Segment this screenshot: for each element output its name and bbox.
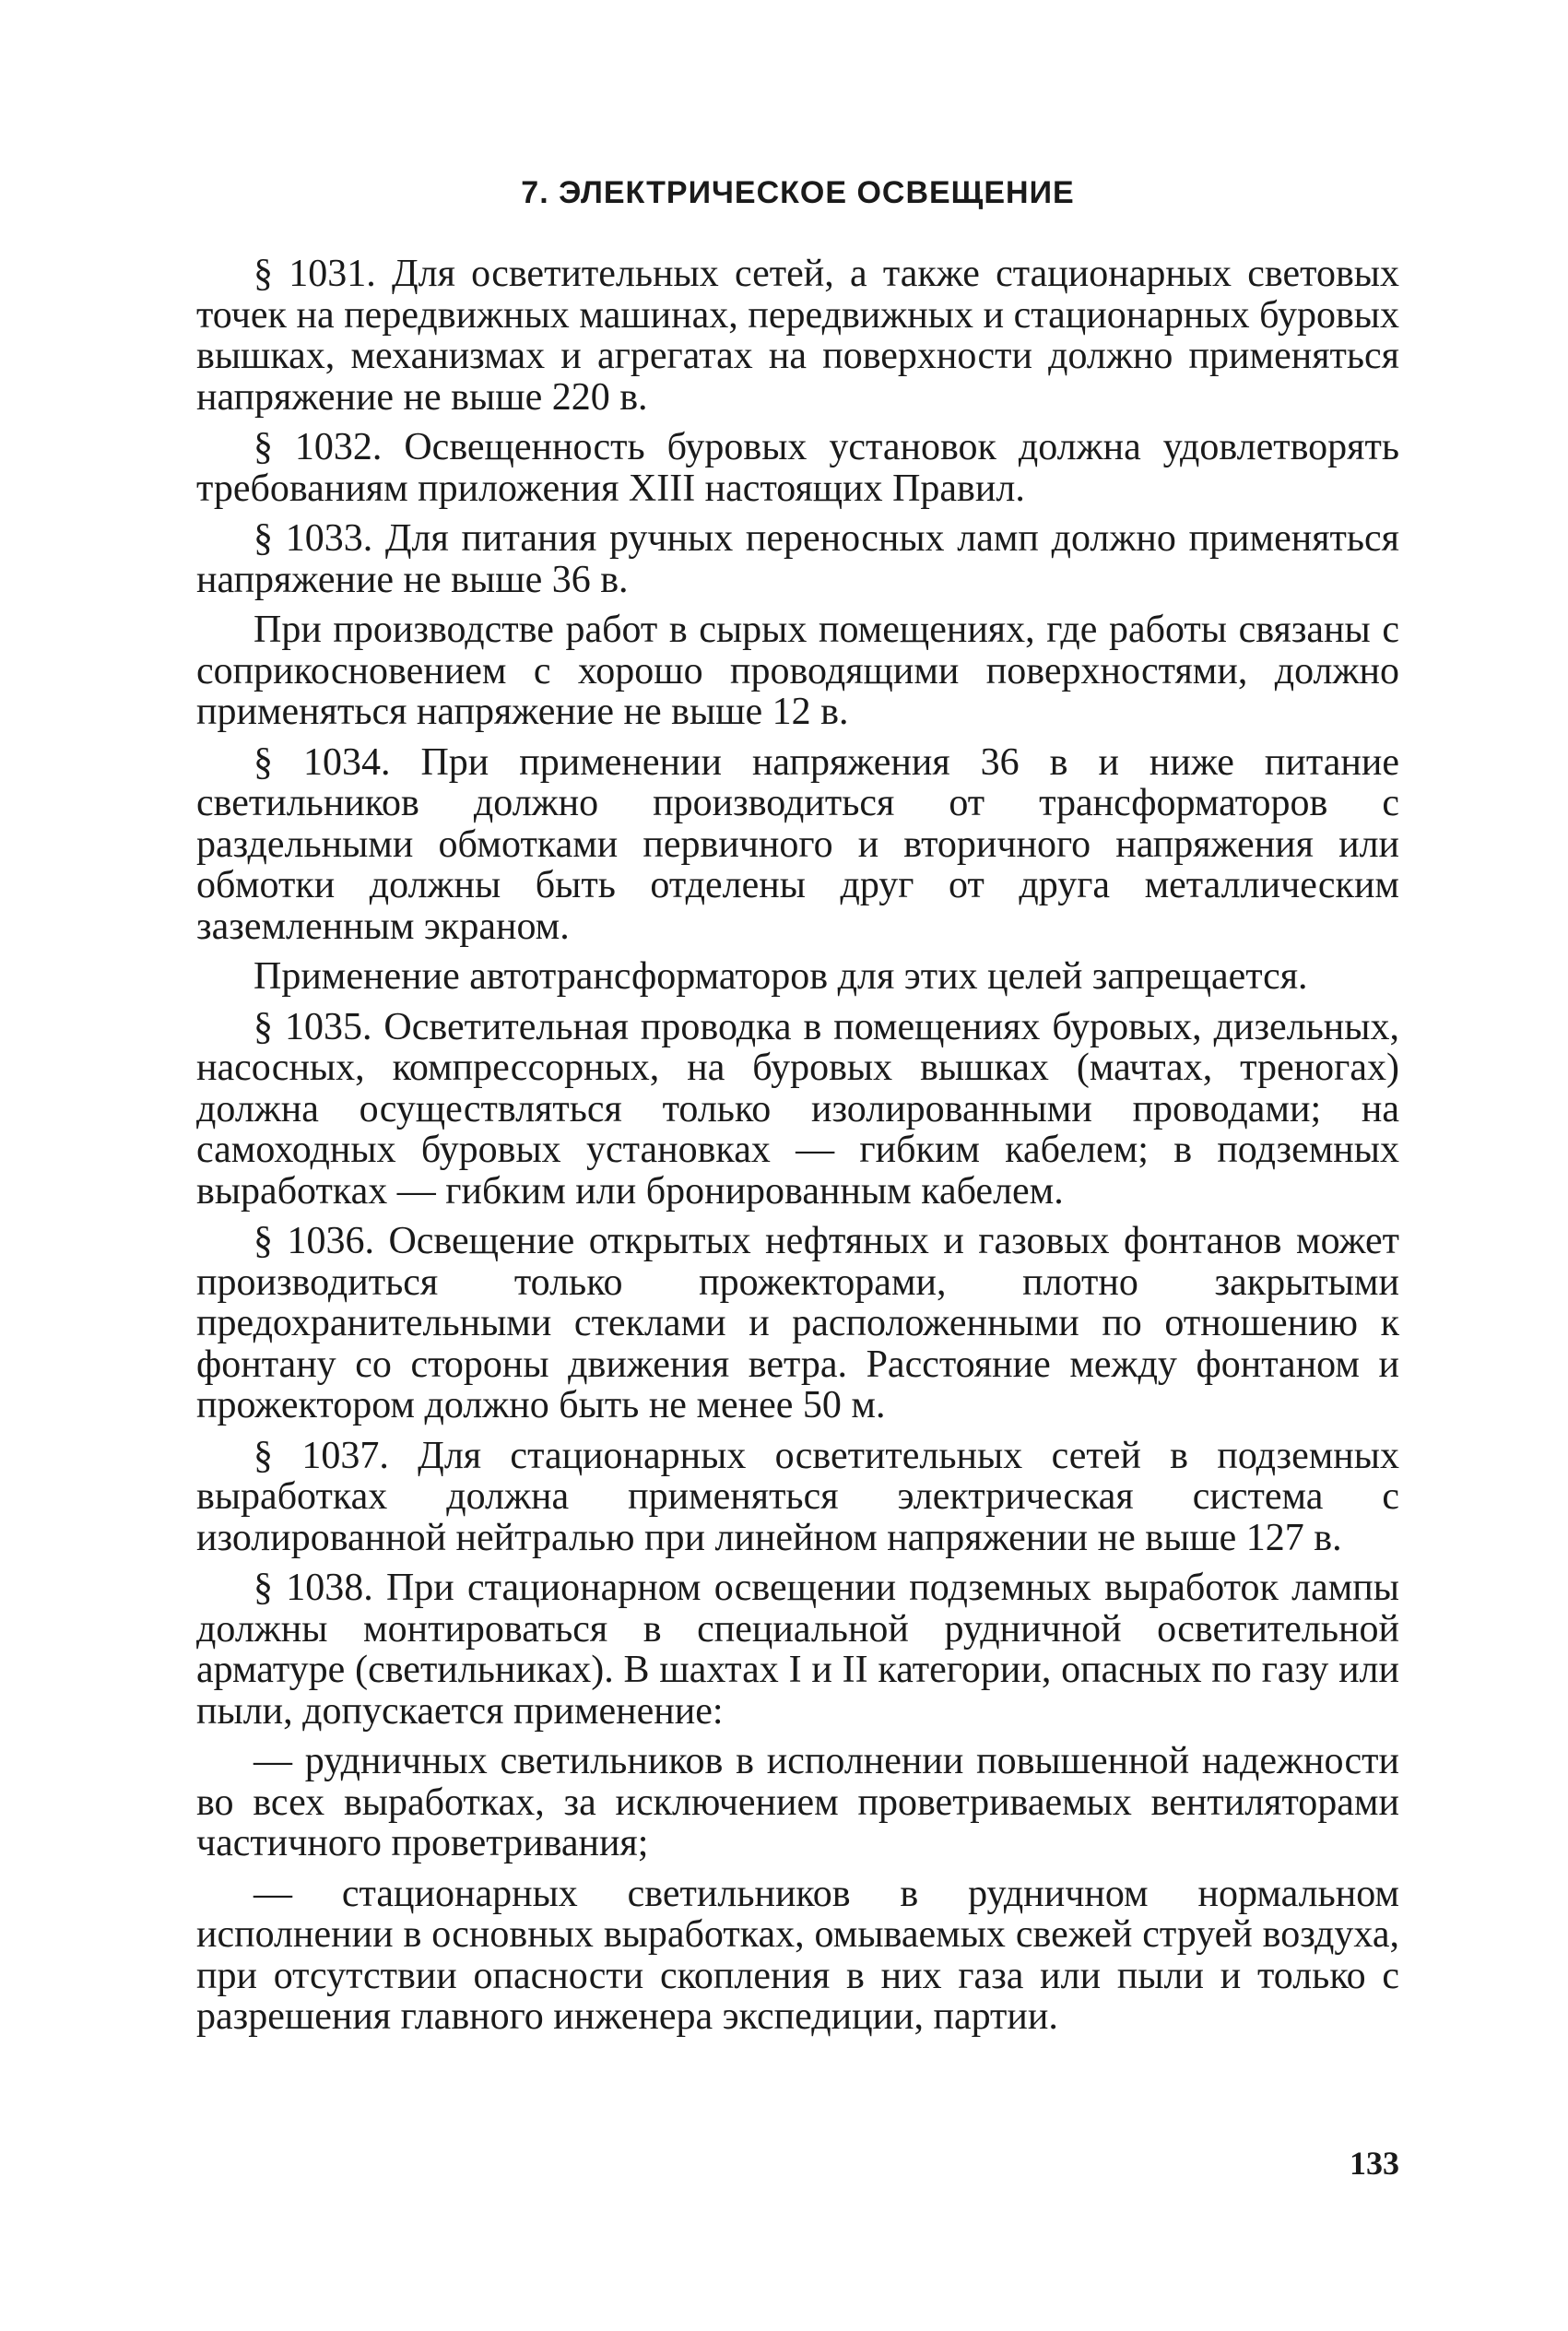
page-body xyxy=(196,175,1399,2047)
list-item-dash-2: — стационарных светильников в рудничном нормальном исполнении в основных выработках, омываемых свежей струей воздуха, при отсутствии опасности скопления в них газа или пыли и только с разрешения главного инженера экспедиции, партии. xyxy=(196,1872,1399,2038)
page-number: 133 xyxy=(1350,2145,1399,2182)
paragraph-1036: § 1036. Освещение открытых нефтяных и газовых фонтанов может производиться только прожекторами, плотно закрытыми предохранительными стеклами и расположенными по отношению к фонтану со стороны движения ветра. Расстояние между фонтаном и прожектором должно быть не менее 50 м. xyxy=(196,1220,1399,1426)
paragraph-1032: § 1032. Освещенность буровых установок должна удовлетворять требованиям приложения XIII настоящих Правил. xyxy=(196,426,1399,510)
paragraph-1038: § 1038. При стационарном освещении подземных выработок лампы должны монтироваться в специальной рудничной осветительной арматуре (светильниках). В шахтах I и II категории, опасных по газу или пыли, допускается применение: xyxy=(196,1567,1399,1733)
section-heading: 7. ЭЛЕКТРИЧЕСКОЕ ОСВЕЩЕНИЕ xyxy=(521,175,1075,210)
paragraph-1034-continued: Применение автотрансформаторов для этих целей запрещается. xyxy=(253,955,1308,998)
paragraph-1034: § 1034. При применении напряжения 36 в и ниже питание светильников должно производиться от трансформаторов с раздельными обмотками первичного и вторичного напряжения или обмотки должны быть отделены друг от друга металлическим заземленным экраном. xyxy=(196,740,1399,948)
paragraph-1033-continued: При производстве работ в сырых помещениях, где работы связаны с соприкосновением с хорошо проводящими поверхностями, должно применяться напряжение не выше 12 в. xyxy=(196,609,1399,733)
paragraph-1031: § 1031. Для осветительных сетей, а также стационарных световых точек на передвижных машинах, передвижных и стационарных буровых вышках, механизмах и агрегатах на поверхности должно применяться напряжение не выше 220 в. xyxy=(196,253,1399,419)
paragraph-1035: § 1035. Осветительная проводка в помещениях буровых, дизельных, насосных, компрессорных, на буровых вышках (мачтах, треногах) должна осуществляться только изолированными проводами; на самоходных буровых установках — гибким кабелем; в подземных выработках — гибким или бронированным кабелем. xyxy=(196,1005,1399,1213)
paragraph-1037: § 1037. Для стационарных осветительных сетей в подземных выработках должна применяться электрическая система с изолированной нейтралью при линейном напряжении не выше 127 в. xyxy=(196,1434,1399,1559)
paragraph-1033: § 1033. Для питания ручных переносных ламп должно применяться напряжение не выше 36 в. xyxy=(196,517,1399,601)
list-item-dash-1: — рудничных светильников в исполнении повышенной надежности во всех выработках, за исключением проветриваемых вентиляторами частичного проветривания; xyxy=(196,1740,1399,1864)
